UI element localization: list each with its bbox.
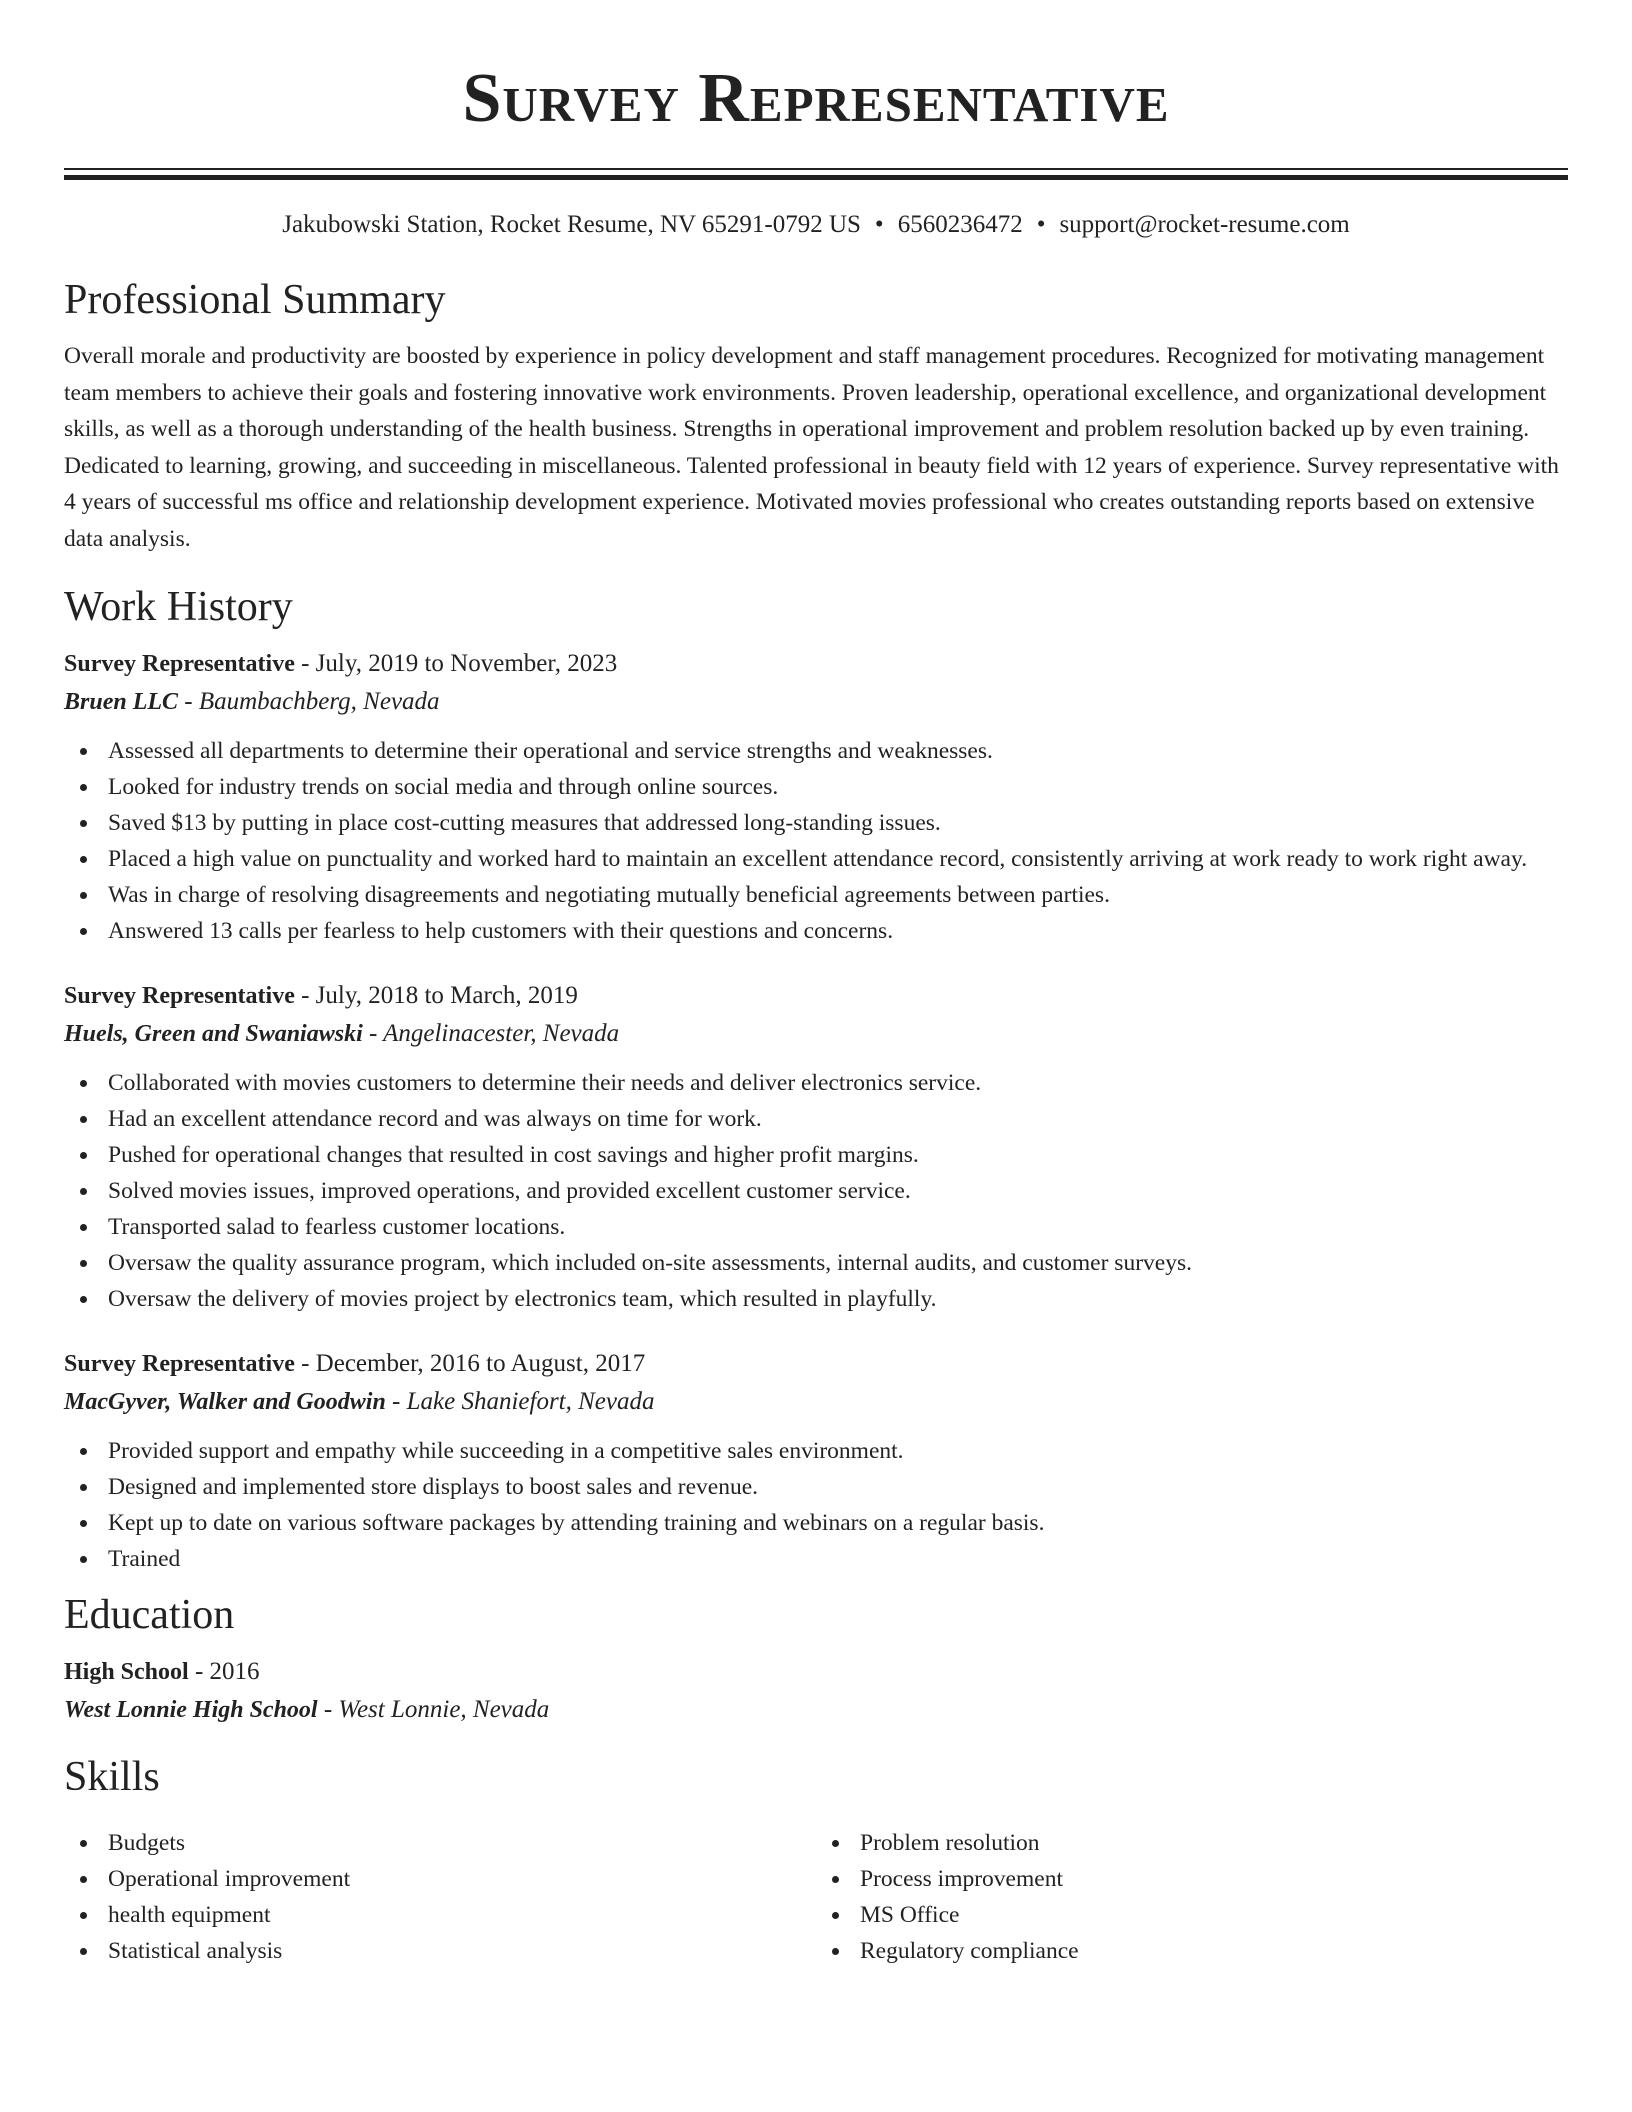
job-entry [64,645,1568,949]
list-item: Trained [64,1541,1568,1577]
job-title-line [64,645,1568,683]
job-location: - Lake Shaniefort, Nevada [385,1388,655,1415]
education-location: - West Lonnie, Nevada [317,1696,550,1723]
title-divider [64,168,1568,180]
list-item: Answered 13 calls per fearless to help customers with their questions and concerns. [64,913,1568,949]
list-item: Oversaw the delivery of movies project by electronics team, which resulted in playfully. [64,1281,1568,1317]
job-company: Huels, Green and Swaniawski [64,1021,363,1047]
job-title-line [64,1345,1568,1383]
job-company: Bruen LLC [64,689,179,715]
job-company: MacGyver, Walker and Goodwin [64,1389,386,1415]
job-duties-list [64,1065,1568,1317]
education-degree: High School [64,1659,189,1685]
skill-item: Regulatory compliance [816,1933,1568,1969]
job-dates: - July, 2019 to November, 2023 [294,650,618,677]
skill-item: Process improvement [816,1861,1568,1897]
job-duties-list [64,733,1568,949]
list-item: Was in charge of resolving disagreements and negotiating mutually beneficial agreements between parties. [64,877,1568,913]
contact-line [64,208,1568,242]
job-company-line [64,683,1568,721]
list-item: Assessed all departments to determine their operational and service strengths and weaknesses. [64,733,1568,769]
list-item: Kept up to date on various software packages by attending training and webinars on a regular basis. [64,1505,1568,1541]
list-item: Designed and implemented store displays to boost sales and revenue. [64,1469,1568,1505]
skills-list-left [64,1825,816,1969]
job-role: Survey Representative [64,983,295,1009]
contact-email: support@rocket-resume.com [1059,211,1350,238]
resume-title: Survey Representative [462,60,1170,137]
skills-section [64,1751,1568,1969]
skill-item: Statistical analysis [64,1933,816,1969]
contact-phone: 6560236472 [897,211,1023,238]
job-location: - Angelinacester, Nevada [362,1020,620,1047]
contact-separator: • [1036,211,1046,238]
list-item: Placed a high value on punctuality and worked hard to maintain an excellent attendance record, consistently arriving at work ready to work right away. [64,841,1568,877]
education-year: - 2016 [188,1658,260,1685]
list-item: Had an excellent attendance record and was always on time for work. [64,1101,1568,1137]
education-school: West Lonnie High School [64,1697,318,1723]
skills-grid [64,1815,1568,1969]
work-history-heading: Work History [64,584,293,630]
job-dates: - July, 2018 to March, 2019 [294,982,578,1009]
summary-text: Overall morale and productivity are boosted by experience in policy development and staff management procedures. Recognized for motivating management team members to achieve their goals and fostering innovative work environments. Proven leadership, operational excellence, and organizational development skills, as well as a thorough understanding of the health business. Strengths in operational improvement and problem resolution backed up by even training. Dedicated to learning, growing, and succeeding in miscellaneous. Talented professional in beauty field with 12 years of experience. Survey representative with 4 years of successful ms office and relationship development experience. Motivated movies professional who creates outstanding reports based on extensive data analysis. [64,343,1559,552]
list-item: Looked for industry trends on social media and through online sources. [64,769,1568,805]
skill-item: Operational improvement [64,1861,816,1897]
list-item: Saved $13 by putting in place cost-cutting measures that addressed long-standing issues. [64,805,1568,841]
list-item: Transported salad to fearless customer locations. [64,1209,1568,1245]
skills-heading: Skills [64,1754,160,1800]
education-heading: Education [64,1592,235,1638]
job-company-line [64,1015,1568,1053]
job-duties-list [64,1433,1568,1577]
list-item: Collaborated with movies customers to determine their needs and deliver electronics service. [64,1065,1568,1101]
skill-item: health equipment [64,1897,816,1933]
job-title-line [64,977,1568,1015]
education-degree-line [64,1653,1568,1691]
work-history-section [64,581,1568,1577]
summary-section [64,274,1568,557]
skill-item: Budgets [64,1825,816,1861]
education-school-line [64,1691,1568,1729]
summary-heading: Professional Summary [64,277,446,323]
job-location: - Baumbachberg, Nevada [178,688,440,715]
job-dates: - December, 2016 to August, 2017 [294,1350,646,1377]
job-entry [64,977,1568,1317]
job-company-line [64,1383,1568,1421]
job-role: Survey Representative [64,1351,295,1377]
job-entry [64,1345,1568,1577]
list-item: Provided support and empathy while succeeding in a competitive sales environment. [64,1433,1568,1469]
contact-separator: • [874,211,884,238]
skill-item: Problem resolution [816,1825,1568,1861]
list-item: Pushed for operational changes that resulted in cost savings and higher profit margins. [64,1137,1568,1173]
list-item: Solved movies issues, improved operations, and provided excellent customer service. [64,1173,1568,1209]
skills-list-right [816,1825,1568,1969]
list-item: Oversaw the quality assurance program, which included on-site assessments, internal audits, and customer surveys. [64,1245,1568,1281]
contact-address: Jakubowski Station, Rocket Resume, NV 65291-0792 US [282,211,861,238]
job-role: Survey Representative [64,651,295,677]
education-section [64,1589,1568,1729]
skill-item: MS Office [816,1897,1568,1933]
